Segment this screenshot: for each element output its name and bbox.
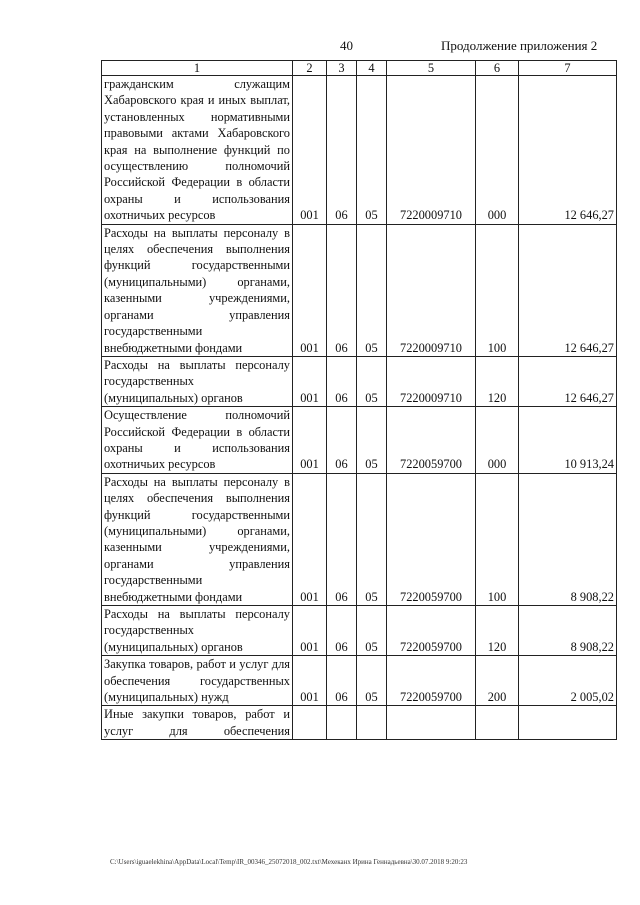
column-header: 6 [476,61,519,76]
cell-target-article [387,706,476,740]
cell-target-article: 7220059700 [387,473,476,605]
cell-expense-type: 100 [476,224,519,356]
cell-ministry [293,706,327,740]
cell-amount: 8 908,22 [519,606,617,656]
row-description: гражданским служащим Хабаровского края и иных выплат, установленных нормативными правовыми актами Хабаровского края на выполнение функций по осуществлению полномочий Российской Федерации в области охраны и использования охотничьих ресурсов [102,76,293,225]
cell-section: 06 [327,224,357,356]
cell-expense-type: 000 [476,407,519,474]
cell-ministry: 001 [293,656,327,706]
row-description: Расходы на выплаты персоналу государственных (муниципальных) органов [102,356,293,406]
table-row [102,606,617,656]
continuation-heading: Продолжение приложения 2 [441,38,598,53]
cell-expense-type: 100 [476,473,519,605]
cell-section: 06 [327,356,357,406]
column-header: 5 [387,61,476,76]
cell-expense-type: 200 [476,656,519,706]
cell-amount [519,706,617,740]
cell-amount: 8 908,22 [519,473,617,605]
row-description: Расходы на выплаты персоналу в целях обеспечения выполнения функций государственными (муниципальными) органами, казенными учреждениями, органами управления государственными внебюджетными фондами [102,224,293,356]
cell-subsection: 05 [357,656,387,706]
column-header: 3 [327,61,357,76]
cell-subsection: 05 [357,473,387,605]
row-description: Осуществление полномочий Российской Федерации в области охраны и использования охотничьих ресурсов [102,407,293,474]
table-row [102,76,617,225]
cell-amount: 2 005,02 [519,656,617,706]
row-description: Иные закупки товаров, работ и услуг для обеспечения [102,706,293,740]
cell-ministry: 001 [293,356,327,406]
cell-section: 06 [327,606,357,656]
cell-section [327,706,357,740]
table-row [102,224,617,356]
cell-target-article: 7220059700 [387,606,476,656]
cell-amount: 12 646,27 [519,76,617,225]
table-row [102,473,617,605]
column-header: 4 [357,61,387,76]
column-header: 2 [293,61,327,76]
cell-ministry: 001 [293,76,327,225]
cell-section: 06 [327,76,357,225]
cell-ministry: 001 [293,473,327,605]
row-description: Расходы на выплаты персоналу в целях обеспечения выполнения функций государственными (муниципальными) органами, казенными учреждениями, органами управления государственными внебюджетными фондами [102,473,293,605]
cell-ministry: 001 [293,407,327,474]
column-header: 7 [519,61,617,76]
cell-target-article: 7220059700 [387,407,476,474]
cell-expense-type: 120 [476,606,519,656]
cell-target-article: 7220059700 [387,656,476,706]
cell-amount: 10 913,24 [519,407,617,474]
cell-target-article: 7220009710 [387,76,476,225]
cell-expense-type: 120 [476,356,519,406]
cell-ministry: 001 [293,606,327,656]
table-row [102,656,617,706]
column-header: 1 [102,61,293,76]
row-description: Расходы на выплаты персоналу государственных (муниципальных) органов [102,606,293,656]
cell-target-article: 7220009710 [387,224,476,356]
cell-subsection: 05 [357,224,387,356]
cell-target-article: 7220009710 [387,356,476,406]
cell-amount: 12 646,27 [519,356,617,406]
page-number: 40 [340,38,353,53]
cell-expense-type [476,706,519,740]
cell-ministry: 001 [293,224,327,356]
cell-expense-type: 000 [476,76,519,225]
table-header-row [102,61,617,76]
cell-section: 06 [327,473,357,605]
table-row [102,407,617,474]
cell-subsection: 05 [357,407,387,474]
cell-subsection: 05 [357,606,387,656]
table-row [102,706,617,740]
budget-table [101,60,617,740]
cell-subsection: 05 [357,76,387,225]
cell-section: 06 [327,407,357,474]
cell-subsection [357,706,387,740]
cell-subsection: 05 [357,356,387,406]
row-description: Закупка товаров, работ и услуг для обеспечения государственных (муниципальных) нужд [102,656,293,706]
file-path-footer: C:\Users\iguaelekhina\AppData\Local\Temp\IR_00346_25072018_002.txt\Мехеканх Ирина Геннадьевна\30.07.2018 9:20:23 [110,858,468,866]
cell-amount: 12 646,27 [519,224,617,356]
cell-section: 06 [327,656,357,706]
table-row [102,356,617,406]
